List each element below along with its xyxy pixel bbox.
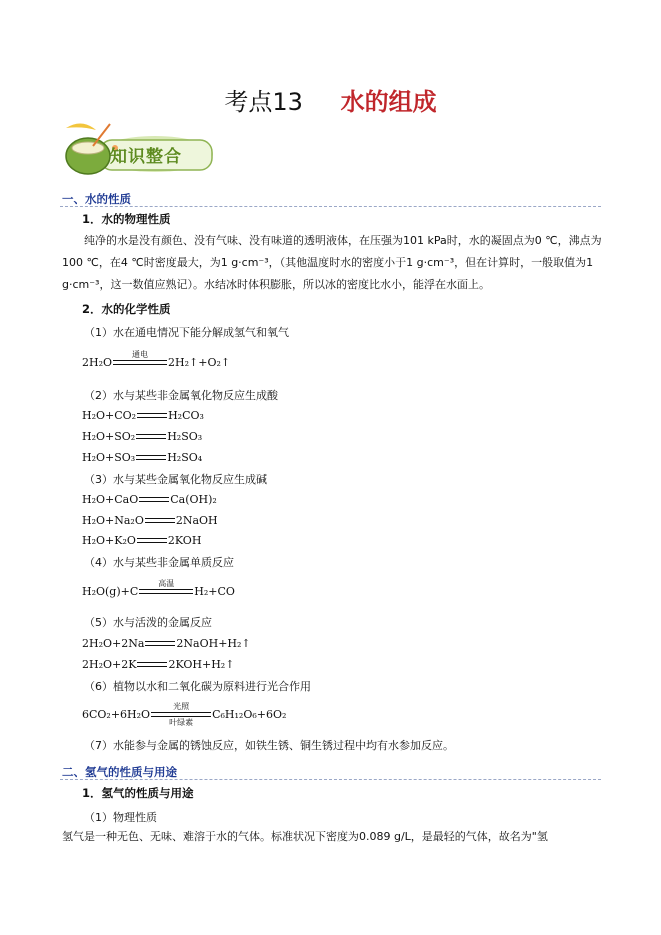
equals-sign (139, 579, 193, 594)
equation (82, 409, 204, 422)
list-item: （4）水与某些非金属单质反应 (84, 556, 234, 569)
reactants: 2H₂O+2Na (82, 637, 145, 650)
equals-sign (136, 455, 166, 460)
condition: 高温 (158, 579, 175, 588)
title-name: 水的组成 (340, 88, 437, 116)
list-item: （3）水与某些金属氧化物反应生成碱 (84, 473, 267, 486)
section-2-heading: 二、氢气的性质与用途 (62, 765, 177, 779)
equation (82, 493, 217, 506)
equation (82, 451, 202, 464)
section-1-heading: 一、水的性质 (62, 192, 131, 206)
equals-sign (136, 434, 166, 439)
equals-sign (151, 702, 211, 727)
equals-sign (137, 538, 167, 543)
equals-sign (139, 497, 169, 502)
reactants: H₂O+K₂O (82, 534, 136, 547)
list-item: （1）水在通电情况下能分解成氢气和氧气 (84, 326, 289, 339)
list-item: （2）水与某些非金属氧化物反应生成酸 (84, 389, 278, 402)
list-item: （7）水能参与金属的锈蚀反应，如铁生锈、铜生锈过程中均有水参加反应。 (84, 739, 454, 752)
reactants: H₂O+Na₂O (82, 514, 144, 527)
equals-sign (113, 350, 167, 365)
reactants: H₂O+CaO (82, 493, 139, 506)
equation (82, 514, 218, 527)
equation (82, 702, 287, 727)
list-item: （6）植物以水和二氧化碳为原料进行光合作用 (84, 680, 311, 693)
reactants: 6CO₂+6H₂O (82, 708, 151, 721)
reactants: H₂O(g)+C (82, 585, 139, 598)
products: 2KOH+H₂↑ (168, 658, 235, 671)
subsection-heading: 1．水的物理性质 (82, 212, 171, 226)
products: 2NaOH+H₂↑ (176, 637, 251, 650)
products: H₂SO₃ (167, 430, 203, 443)
reactants: H₂O+SO₃ (82, 451, 136, 464)
products: 2NaOH (175, 514, 218, 527)
condition: 通电 (132, 350, 149, 359)
equation (82, 658, 234, 671)
equation (82, 350, 231, 369)
subsection-heading: 1．氢气的性质与用途 (82, 786, 194, 800)
products: H₂CO₃ (168, 409, 204, 422)
products: 2KOH (167, 534, 202, 547)
condition: 叶绿素 (169, 718, 194, 727)
products: H₂SO₄ (167, 451, 203, 464)
products: Ca(OH)₂ (170, 493, 217, 506)
products: H₂+CO (194, 585, 235, 598)
list-item: （5）水与活泼的金属反应 (84, 616, 212, 629)
section-divider (60, 206, 601, 207)
equals-sign (145, 641, 175, 646)
badge-label: 知识整合 (110, 147, 182, 167)
equals-sign (145, 518, 175, 523)
equals-sign (137, 413, 167, 418)
equation (82, 534, 201, 547)
page-title (0, 82, 661, 117)
reactants: H₂O+CO₂ (82, 409, 137, 422)
condition: 光照 (173, 702, 190, 711)
equation (82, 579, 235, 598)
reactants: 2H₂O (82, 356, 113, 369)
section-divider (60, 779, 601, 780)
equals-sign (137, 662, 167, 667)
products: C₆H₁₂O₆+6O₂ (212, 708, 287, 721)
equation (82, 637, 251, 650)
equation (82, 430, 202, 443)
list-item: （1）物理性质 (84, 811, 157, 824)
paragraph: 氢气是一种无色、无味、难溶于水的气体。标准状况下密度为0.089 g/L，是最轻的气体，故名为"氢 (62, 830, 548, 843)
reactants: H₂O+SO₂ (82, 430, 136, 443)
products: 2H₂↑+O₂↑ (168, 356, 231, 369)
reactants: 2H₂O+2K (82, 658, 137, 671)
subsection-heading: 2．水的化学性质 (82, 302, 171, 316)
title-code: 考点13 (224, 88, 303, 116)
paragraph: 纯净的水是没有颜色、没有气味、没有味道的透明液体，在压强为101 kPa时，水的凝固点为0 ℃，沸点为100 ℃，在4 ℃时密度最大，为1 g·cm⁻³，（其他温度时水的密度小于1 g·cm⁻³，但在计算时，一般取值为1 g·cm⁻³，这一数值应熟记）。水结冰时体积膨胀，所以冰的密度比水小，能浮在水面上。 (62, 234, 602, 291)
knowledge-badge (60, 120, 215, 182)
